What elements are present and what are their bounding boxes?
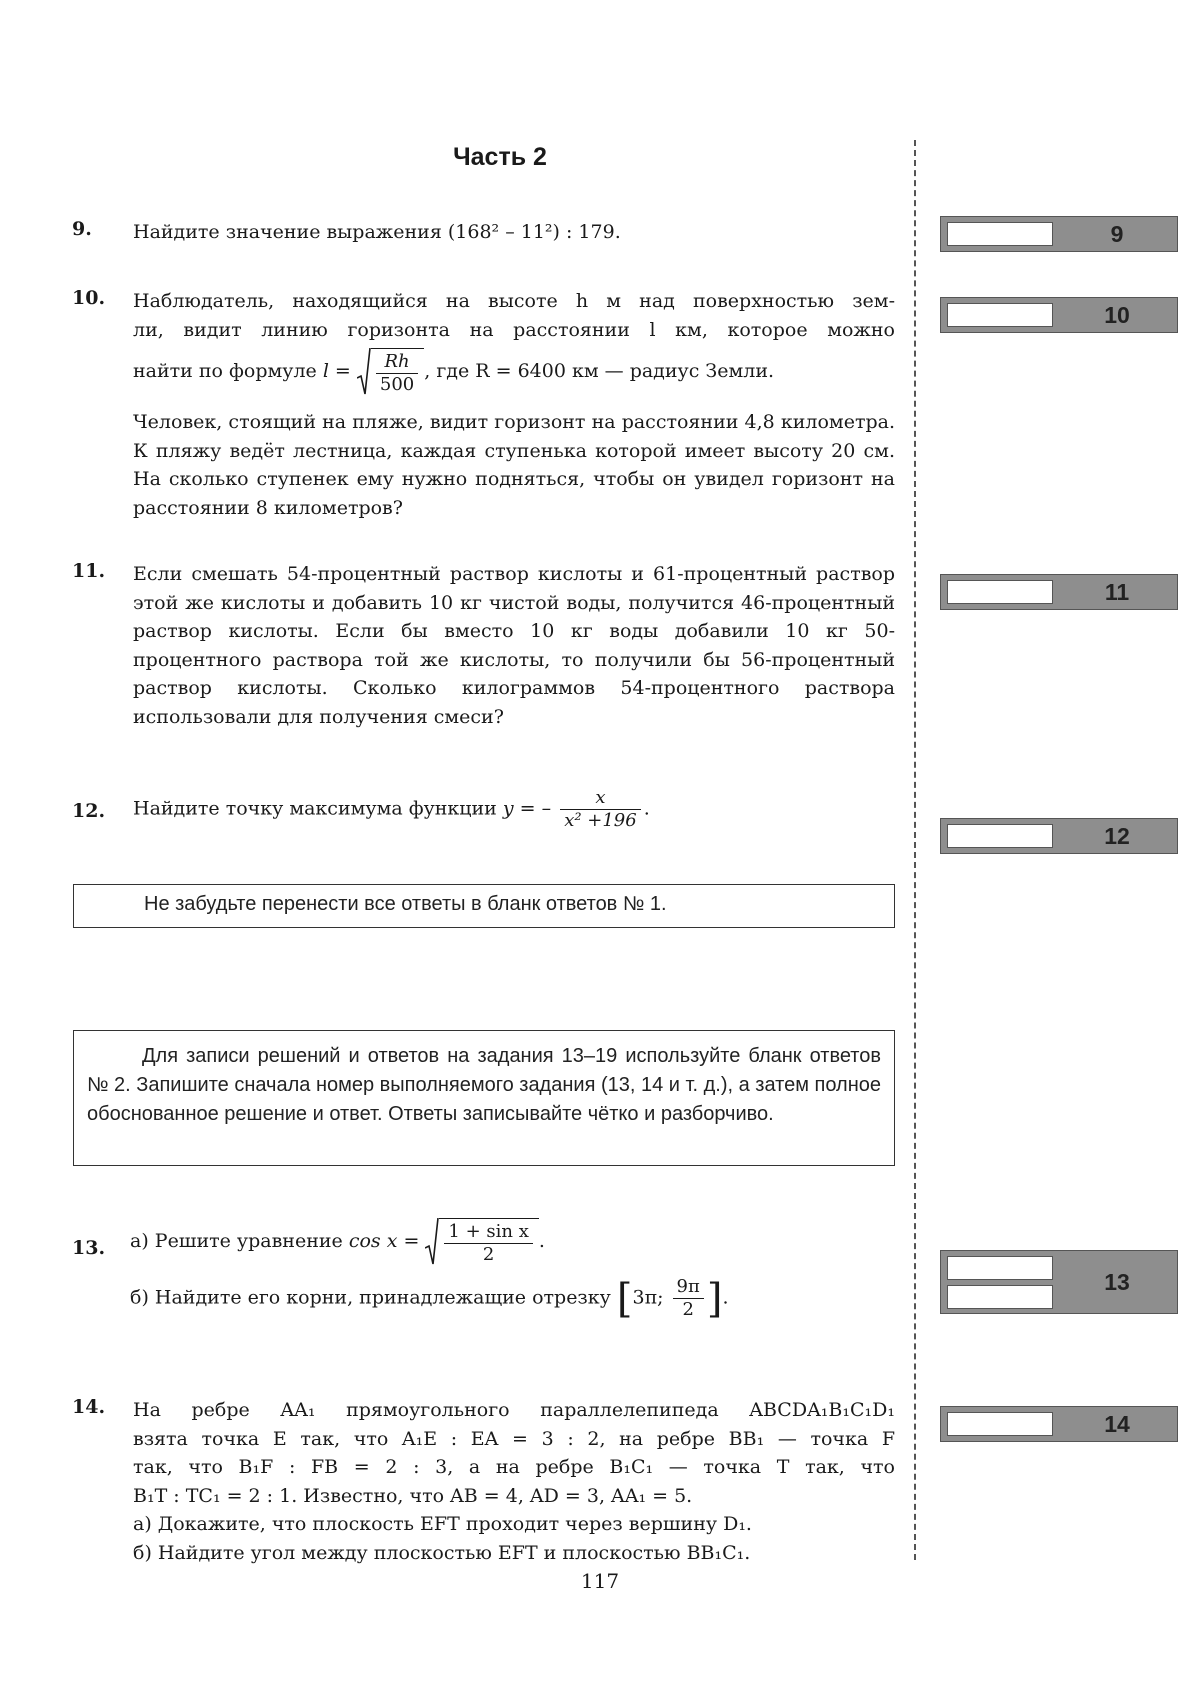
problem-10-formula-tail: , где R = 6400 км — радиус Земли. <box>424 360 775 382</box>
problem-13-b-lead: б) Найдите его корни, принадлежащие отрезку <box>130 1286 611 1309</box>
answer-field-14[interactable] <box>947 1412 1053 1436</box>
problem-13-a-lhs: cos x = <box>348 1230 420 1252</box>
answer-tab-label: 10 <box>1104 302 1130 328</box>
answer-tab-label: 14 <box>1104 1411 1130 1437</box>
problem-10-formula-lead: найти по формуле <box>133 360 317 382</box>
answer-tab-11 <box>940 574 1178 610</box>
radical-sign-icon <box>357 348 371 396</box>
problem-13-a-lead: а) Решите уравнение <box>130 1230 343 1252</box>
problem-13-part-b <box>130 1276 892 1321</box>
problem-14-line-4: B₁T : TC₁ = 2 : 1. Известно, что AB = 4, AD = 3, AA₁ = 5. <box>133 1484 693 1507</box>
problem-12-number: 12. <box>72 800 106 822</box>
notice-transfer-answers <box>73 884 895 928</box>
radical-sign-icon <box>425 1218 439 1266</box>
answer-field-9[interactable] <box>947 222 1053 246</box>
answer-tab-label: 13 <box>1104 1269 1130 1295</box>
problem-12-frac-num: x <box>560 787 641 810</box>
problem-12-text <box>133 787 895 832</box>
problem-10-line-2: ли, видит линию горизонта на расстоянии l км, которое можно <box>133 318 895 341</box>
problem-11-number: 11. <box>72 560 106 582</box>
notice-answer-sheet-2-text: Для записи решений и ответов на задания 13–19 используйте бланк ответов № 2. Запишите сначала номер выполняемого задания (13, 14 и т. д.), а затем полное обоснованное решение и ответ. Ответы записывайте чётко и разборчиво. <box>87 1045 881 1125</box>
answer-tab-label: 9 <box>1110 221 1124 247</box>
problem-13-b-den: 2 <box>682 1299 694 1320</box>
answer-field-13b[interactable] <box>947 1285 1053 1309</box>
problem-11-text: Если смешать 54-процентный раствор кислоты и 61-процентный раствор этой же кислоты и добавить 10 кг чистой воды, получится 46-процентный раствор кислоты. Если бы вместо 10 кг воды добавили 10 кг 50-процентного раствора той же кислоты, то получили бы 56-процентный раствор кислоты. Сколько килограммов 54-процентного раствора использовали для получения смеси? <box>133 563 895 728</box>
problem-12-lhs: y = – <box>502 797 552 820</box>
problem-10-number: 10. <box>72 287 106 309</box>
notice-transfer-answers-text: Не забудьте перенести все ответы в бланк ответов № 1. <box>144 893 667 915</box>
part-heading: Часть 2 <box>453 143 547 171</box>
dashed-cut-line <box>914 140 916 1560</box>
problem-13-frac-num: 1 + sin x <box>444 1221 532 1244</box>
problem-10-paragraph-2: Человек, стоящий на пляже, видит горизонт на расстоянии 4,8 километра. К пляжу ведёт лестница, каждая ступенька которой имеет высоту 20 см. На сколько ступенек ему нужно подняться, чтобы он увидел горизонт на расстоянии 8 километров? <box>133 411 895 519</box>
problem-12-tail: . <box>643 797 650 820</box>
problem-14-line-6: б) Найдите угол между плоскостью EFT и плоскостью BB₁C₁. <box>133 1541 751 1564</box>
left-bracket-icon: [ <box>616 1275 633 1322</box>
answer-field-13a[interactable] <box>947 1256 1053 1280</box>
problem-13-b-tail: . <box>722 1286 729 1309</box>
problem-9-text: Найдите значение выражения (168² – 11²) : 179. <box>133 221 621 243</box>
answer-field-12[interactable] <box>947 824 1053 848</box>
answer-tab-label: 11 <box>1104 579 1130 605</box>
problem-10-formula-lhs: l <box>322 360 329 382</box>
answer-tab-14 <box>940 1406 1178 1442</box>
problem-14-line-5: а) Докажите, что плоскость EFT проходит через вершину D₁. <box>133 1513 752 1535</box>
problem-13-b-num: 9π <box>673 1276 704 1299</box>
answer-tab-13 <box>940 1250 1178 1314</box>
answer-tab-10 <box>940 297 1178 333</box>
problem-13-text <box>130 1218 892 1321</box>
problem-10-sqrt <box>357 348 424 396</box>
problem-14-line-2: взята точка E так, что A₁E : EA = 3 : 2, на ребре BB₁ — точка F <box>133 1427 895 1450</box>
problem-13-number: 13. <box>72 1237 106 1259</box>
problem-10-line-1: Наблюдатель, находящийся на высоте h м над поверхностью зем- <box>133 290 895 312</box>
problem-13-frac-den: 2 <box>482 1244 495 1265</box>
problem-13-b-from: 3π; <box>632 1286 664 1309</box>
problem-10-formula-line: найти по формуле l = $\frac{Rh}{500}$ , где R = 6400 км — радиус Земли. <box>133 348 895 396</box>
problem-14-number: 14. <box>72 1396 106 1418</box>
problem-14-line-3: так, что B₁F : FB = 2 : 3, а на ребре B₁C₁ — точка T так, что <box>133 1456 895 1478</box>
problem-12-frac-den: x² +196 <box>564 810 637 831</box>
answer-tab-12 <box>940 818 1178 854</box>
problem-13-sqrt <box>425 1218 538 1266</box>
answer-field-11[interactable] <box>947 580 1053 604</box>
problem-12-fraction <box>560 787 641 832</box>
problem-13-a-tail: . <box>538 1230 545 1252</box>
answer-tab-9 <box>940 216 1178 252</box>
answer-tab-label: 12 <box>1104 823 1130 849</box>
answer-field-10[interactable] <box>947 303 1053 327</box>
problem-10-text <box>133 287 895 522</box>
problem-10-frac-den: 500 <box>379 374 415 395</box>
problem-12-lead: Найдите точку максимума функции <box>133 797 497 820</box>
problem-14-line-1: На ребре AA₁ прямоугольного параллелепипеда ABCDA₁B₁C₁D₁ <box>133 1399 895 1421</box>
problem-13-part-a <box>130 1218 892 1266</box>
problem-9-number: 9. <box>72 218 92 240</box>
notice-answer-sheet-2 <box>73 1030 895 1166</box>
problem-10-frac-num: Rh <box>376 351 418 374</box>
right-bracket-icon: ] <box>706 1275 723 1322</box>
page-number: 117 <box>580 1569 620 1593</box>
problem-14-text <box>133 1396 895 1567</box>
